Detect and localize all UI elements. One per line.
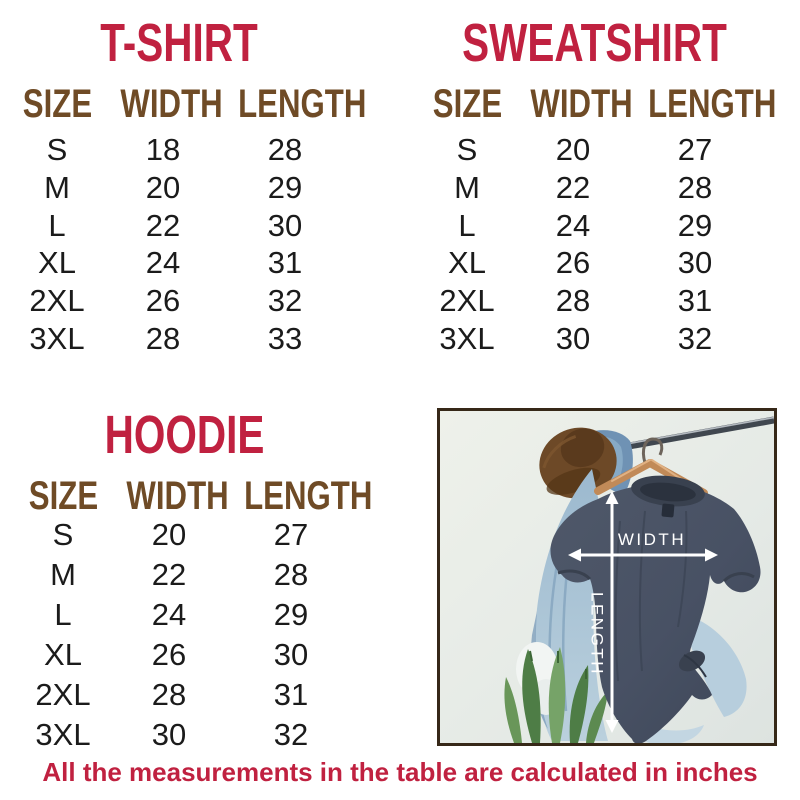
size-row — [8, 131, 350, 169]
measurement-photo — [437, 408, 777, 746]
length-cell: 29 — [267, 169, 303, 205]
size-row — [14, 675, 356, 715]
column-header-length: LENGTH — [238, 82, 367, 126]
sweatshirt-column-headers — [418, 82, 777, 126]
size-row — [8, 169, 350, 207]
size-row — [418, 131, 760, 169]
size-cell: XL — [38, 245, 76, 281]
width-cell: 26 — [151, 637, 187, 672]
tshirt-title — [8, 13, 350, 73]
width-cell: 20 — [145, 169, 181, 205]
size-cell: S — [456, 132, 478, 167]
size-cell: M — [44, 169, 70, 205]
hoodie-column-headers — [14, 474, 373, 518]
sweatshirt-rows — [418, 131, 760, 358]
length-cell: 32 — [677, 320, 713, 356]
hoodie-rows — [14, 515, 356, 755]
length-cell: 30 — [267, 207, 303, 243]
size-row — [418, 169, 760, 207]
length-cell: 27 — [677, 132, 713, 167]
column-header-length: LENGTH — [244, 474, 373, 518]
length-cell: 29 — [273, 597, 309, 632]
width-cell: 18 — [145, 132, 181, 167]
length-cell: 29 — [677, 207, 713, 243]
size-cell: M — [454, 169, 480, 205]
length-cell: 30 — [677, 245, 713, 281]
size-row — [14, 515, 356, 555]
tshirt-column-headers — [8, 82, 367, 126]
size-cell: 3XL — [29, 320, 85, 356]
size-row — [418, 282, 760, 320]
size-cell: 2XL — [29, 283, 85, 319]
size-row — [8, 244, 350, 282]
size-row — [14, 555, 356, 595]
length-arrow-label: LENGTH — [587, 592, 607, 676]
length-cell: 27 — [273, 517, 309, 552]
width-cell: 22 — [145, 207, 181, 243]
width-cell: 26 — [145, 283, 181, 319]
size-cell: 3XL — [439, 320, 495, 356]
hoodie-title-text: HOODIE — [105, 405, 265, 465]
width-cell: 28 — [145, 320, 181, 356]
column-header-width: WIDTH — [126, 474, 229, 518]
size-row — [14, 595, 356, 635]
size-row — [8, 282, 350, 320]
size-cell: M — [50, 557, 76, 592]
size-cell: S — [52, 517, 74, 552]
column-header-width: WIDTH — [530, 82, 633, 126]
size-cell: 2XL — [439, 283, 495, 319]
sweatshirt-size-chart — [418, 13, 777, 358]
size-cell: L — [458, 207, 476, 243]
tshirt-size-chart — [8, 13, 367, 358]
width-cell: 28 — [555, 283, 591, 319]
length-cell: 30 — [273, 637, 309, 672]
width-cell: 22 — [555, 169, 591, 205]
width-cell: 30 — [555, 320, 591, 356]
size-cell: 2XL — [35, 677, 91, 712]
width-cell: 30 — [151, 717, 187, 752]
size-row — [8, 320, 350, 358]
hoodie-size-chart — [14, 405, 373, 755]
size-cell: S — [46, 132, 68, 167]
width-cell: 26 — [555, 245, 591, 281]
size-cell: XL — [448, 245, 486, 281]
hoodie-title — [14, 405, 356, 465]
size-row — [14, 715, 356, 755]
width-arrow-label: WIDTH — [617, 530, 687, 549]
width-cell: 20 — [555, 132, 591, 167]
length-cell: 28 — [267, 132, 303, 167]
size-cell: 3XL — [35, 717, 91, 752]
length-cell: 28 — [677, 169, 713, 205]
size-row — [418, 320, 760, 358]
column-header-size: SIZE — [28, 474, 98, 518]
sweatshirt-title — [418, 13, 760, 73]
length-cell: 31 — [267, 245, 303, 281]
sweatshirt-title-text: SWEATSHIRT — [462, 13, 727, 73]
size-row — [8, 207, 350, 245]
length-cell: 31 — [273, 677, 309, 712]
size-row — [14, 635, 356, 675]
column-header-size: SIZE — [432, 82, 502, 126]
measurement-photo-scene — [440, 411, 774, 743]
size-cell: L — [54, 597, 72, 632]
column-header-width: WIDTH — [120, 82, 223, 126]
measurements-note: All the measurements in the table are calculated in inches — [42, 757, 758, 787]
size-cell: L — [48, 207, 66, 243]
length-cell: 32 — [267, 283, 303, 319]
column-header-size: SIZE — [22, 82, 92, 126]
width-cell: 24 — [151, 597, 187, 632]
tshirt-title-text: T-SHIRT — [100, 13, 258, 73]
width-cell: 24 — [555, 207, 591, 243]
size-cell: XL — [44, 637, 82, 672]
size-row — [418, 244, 760, 282]
width-cell: 24 — [145, 245, 181, 281]
length-cell: 28 — [273, 557, 309, 592]
width-cell: 20 — [151, 517, 187, 552]
length-cell: 33 — [267, 320, 303, 356]
size-row — [418, 207, 760, 245]
width-cell: 28 — [151, 677, 187, 712]
tshirt-rows — [8, 131, 350, 358]
length-cell: 31 — [677, 283, 713, 319]
column-header-length: LENGTH — [648, 82, 777, 126]
length-cell: 32 — [273, 717, 309, 752]
width-cell: 22 — [151, 557, 187, 592]
